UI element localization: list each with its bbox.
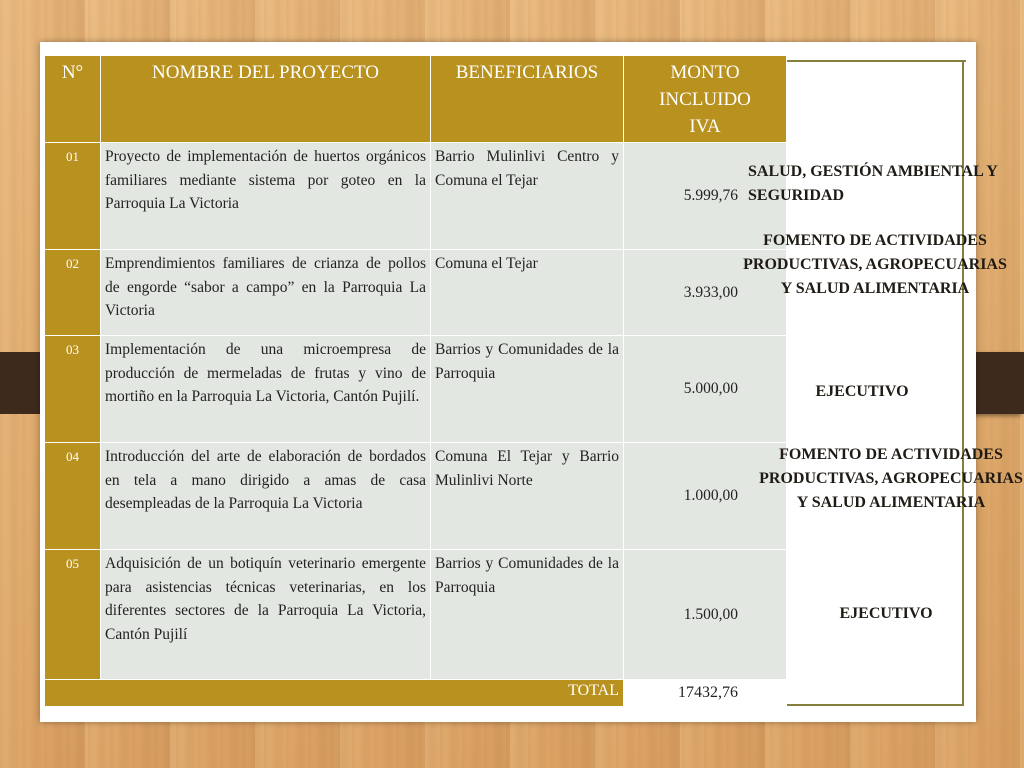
row-beneficiarios: Barrios y Comunidades de la Parroquia bbox=[431, 336, 624, 443]
table-row bbox=[45, 250, 787, 336]
frame-line-right bbox=[962, 60, 964, 706]
row-monto: 5.999,76 bbox=[624, 143, 787, 250]
row-num: 04 bbox=[45, 443, 101, 550]
header-beneficiarios-label: BENEFICIARIOS bbox=[455, 62, 599, 83]
side-label-salud: SALUD, GESTIÓN AMBIENTAL Y SEGURIDAD bbox=[748, 163, 998, 204]
table-row bbox=[45, 143, 787, 250]
table-total-row bbox=[45, 680, 787, 707]
row-name: Introducción del arte de elaboración de bordados en tela a mano dirigido a amas de casa desempleadas de la Parroquia La Victoria bbox=[101, 443, 431, 550]
total-label: TOTAL bbox=[45, 680, 624, 707]
side-label-ejecutivo: EJECUTIVO bbox=[839, 605, 933, 622]
table-row bbox=[45, 336, 787, 443]
side-label-fomento: FOMENTO DE ACTIVIDADES PRODUCTIVAS, AGROPECUARIAS Y SALUD ALIMENTARIA bbox=[759, 446, 1023, 511]
row-beneficiarios: Comuna El Tejar y Barrio Mulinlivi Norte bbox=[431, 443, 624, 550]
frame-line-top bbox=[786, 60, 966, 62]
header-name: NOMBRE DEL PROYECTO bbox=[101, 56, 431, 143]
row-monto: 1.000,00 bbox=[624, 443, 787, 550]
total-value: 17432,76 bbox=[624, 680, 787, 707]
row-num: 02 bbox=[45, 250, 101, 336]
frame-line-bottom bbox=[786, 704, 964, 706]
row-monto: 3.933,00 bbox=[624, 250, 787, 336]
row-name: Emprendimientos familiares de crianza de pollos de engorde “sabor a campo” en la Parroquia La Victoria bbox=[101, 250, 431, 336]
row-beneficiarios: Barrios y Comunidades de la Parroquia bbox=[431, 550, 624, 680]
row-monto: 1.500,00 bbox=[624, 550, 787, 680]
row-num: 03 bbox=[45, 336, 101, 443]
row-monto: 5.000,00 bbox=[624, 336, 787, 443]
table-row bbox=[45, 550, 787, 680]
row-num: 01 bbox=[45, 143, 101, 250]
table-header-row bbox=[45, 56, 787, 143]
row-num: 05 bbox=[45, 550, 101, 680]
side-label-fomento: FOMENTO DE ACTIVIDADES PRODUCTIVAS, AGROPECUARIAS Y SALUD ALIMENTARIA bbox=[743, 232, 1007, 297]
row-name: Proyecto de implementación de huertos orgánicos familiares mediante sistema por goteo en la Parroquia La Victoria bbox=[101, 143, 431, 250]
row-beneficiarios: Barrio Mulinlivi Centro y Comuna el Tejar bbox=[431, 143, 624, 250]
wood-band-left bbox=[0, 352, 44, 414]
projects-table bbox=[44, 55, 787, 707]
row-name: Implementación de una microempresa de producción de mermeladas de frutas y vino de mortiño en la Parroquia La Victoria, Cantón Pujilí. bbox=[101, 336, 431, 443]
header-beneficiarios bbox=[431, 56, 624, 143]
header-monto bbox=[624, 56, 787, 143]
side-label-ejecutivo: EJECUTIVO bbox=[815, 383, 909, 400]
row-beneficiarios: Comuna el Tejar bbox=[431, 250, 624, 336]
header-num: N° bbox=[45, 56, 101, 143]
row-name: Adquisición de un botiquín veterinario emergente para asistencias técnicas veterinarias, en los diferentes sectores de la Parroquia La Victoria, Cantón Pujilí bbox=[101, 550, 431, 680]
header-monto-label: MONTO INCLUIDO IVA bbox=[659, 62, 751, 137]
table-row bbox=[45, 443, 787, 550]
